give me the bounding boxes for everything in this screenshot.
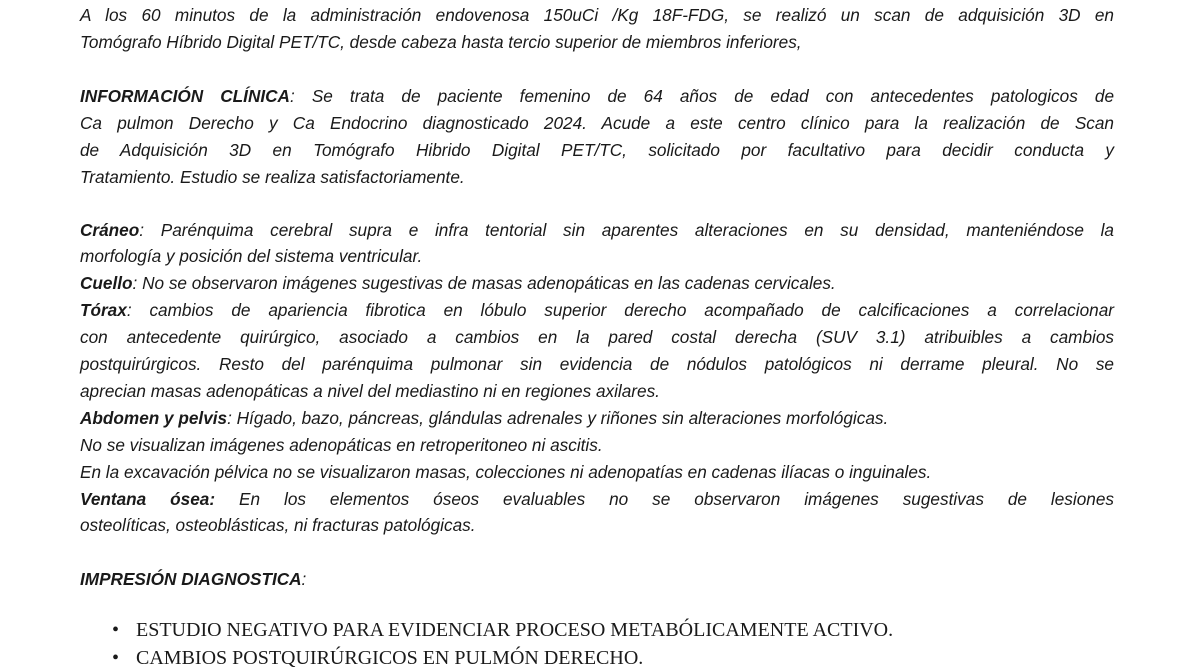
impression-list [112, 616, 893, 672]
finding-abdomen-label: Abdomen y pelvis [80, 408, 228, 428]
intro-paragraph-line-2: Tomógrafo Híbrido Digital PET/TC, desde cabeza hasta tercio superior de miembros inferiores, [80, 32, 802, 52]
finding-torax-label: Tórax [80, 300, 127, 320]
finding-craneo-line-1: Cráneo: Parénquima cerebral supra e infra tentorial sin aparentes alteraciones en su densidad, manteniéndose la [80, 220, 1114, 240]
finding-torax-line-2: con antecedente quirúrgico, asociado a cambios en la pared costal derecha (SUV 3.1) atribuibles a cambios [80, 327, 1114, 347]
finding-craneo-line-2: morfología y posición del sistema ventricular. [80, 246, 423, 266]
finding-craneo-label: Cráneo [80, 220, 140, 240]
impression-heading: IMPRESIÓN DIAGNOSTICA: [80, 569, 307, 589]
impression-heading-label: IMPRESIÓN DIAGNOSTICA [80, 569, 302, 589]
bullet-icon: • [112, 647, 120, 669]
finding-torax-line-1: Tórax: cambios de apariencia fibrotica en lóbulo superior derecho acompañado de calcificaciones a correlacionar [80, 300, 1114, 320]
clinical-info-line-3: de Adquisición 3D en Tomógrafo Hibrido Digital PET/TC, solicitado por facultativo para decidir conducta y [80, 140, 1114, 160]
finding-abdomen-line-3: En la excavación pélvica no se visualizaron masas, colecciones ni adenopatías en cadenas ilíacas o inguinales. [80, 462, 932, 482]
finding-torax-line-4: aprecian masas adenopáticas a nivel del mediastino ni en regiones axilares. [80, 381, 660, 401]
finding-torax-line-3: postquirúrgicos. Resto del parénquima pulmonar sin evidencia de nódulos patológicos ni derrame pleural. No se [80, 354, 1114, 374]
clinical-info-heading: INFORMACIÓN CLÍNICA [80, 86, 290, 106]
bullet-icon: • [112, 619, 120, 641]
finding-osea-line-1: Ventana ósea: En los elementos óseos evaluables no se observaron imágenes sugestivas de lesiones [80, 489, 1114, 509]
intro-paragraph-line-1: A los 60 minutos de la administración endovenosa 150uCi /Kg 18F-FDG, se realizó un scan de adquisición 3D en [80, 5, 1114, 25]
finding-cuello-label: Cuello [80, 273, 133, 293]
clinical-info-line-1: INFORMACIÓN CLÍNICA: Se trata de paciente femenino de 64 años de edad con antecedentes patologicos de [80, 86, 1114, 106]
finding-cuello-line-1: Cuello: No se observaron imágenes sugestivas de masas adenopáticas en las cadenas cervicales. [80, 273, 836, 293]
finding-osea-label: Ventana ósea: [80, 489, 216, 509]
list-item: • CAMBIOS POSTQUIRÚRGICOS EN PULMÓN DERECHO. [112, 644, 893, 672]
clinical-info-line-4: Tratamiento. Estudio se realiza satisfactoriamente. [80, 167, 465, 187]
report-page [80, 0, 1114, 672]
finding-abdomen-line-2: No se visualizan imágenes adenopáticas en retroperitoneo ni ascitis. [80, 435, 603, 455]
finding-osea-line-2: osteolíticas, osteoblásticas, ni fracturas patológicas. [80, 515, 476, 535]
clinical-info-line-2: Ca pulmon Derecho y Ca Endocrino diagnosticado 2024. Acude a este centro clínico para la realización de Scan [80, 113, 1114, 133]
finding-abdomen-line-1: Abdomen y pelvis: Hígado, bazo, páncreas, glándulas adrenales y riñones sin alteraciones morfológicas. [80, 408, 889, 428]
list-item: • ESTUDIO NEGATIVO PARA EVIDENCIAR PROCESO METABÓLICAMENTE ACTIVO. [112, 616, 893, 644]
